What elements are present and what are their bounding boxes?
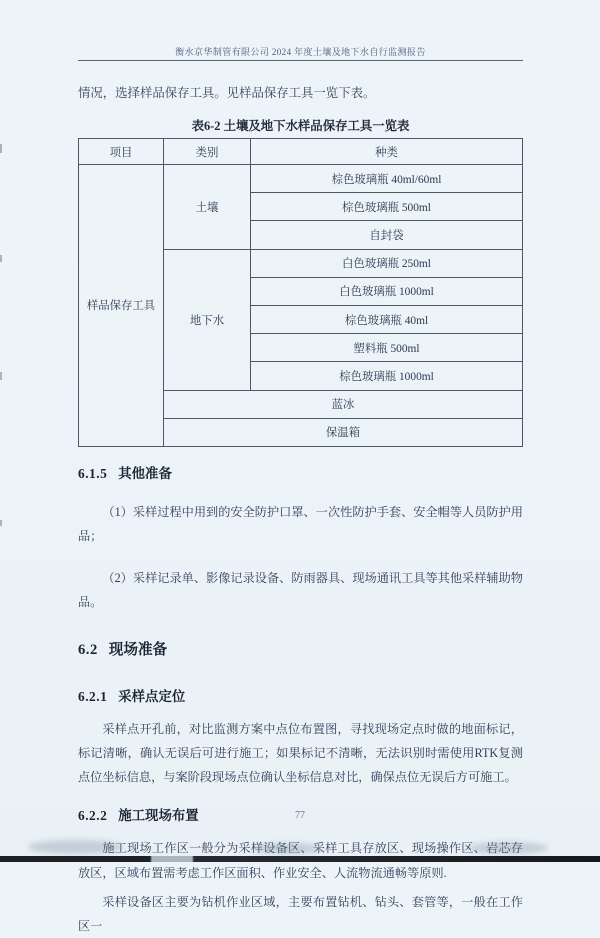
- running-header: [78, 0, 523, 61]
- table-cell: 棕色玻璃瓶 1000ml: [251, 362, 523, 390]
- scan-bottom-edge: [0, 856, 600, 862]
- section-heading-6-2-1: [78, 686, 523, 705]
- paragraph-site-layout-2: 采样设备区主要为钻机作业区域，主要布置钻机、钻头、套管等，一般在工作区一: [78, 894, 523, 933]
- table-header-row: [79, 139, 523, 165]
- table-cell: 棕色玻璃瓶 500ml: [251, 193, 523, 221]
- section-heading-6-2: [78, 638, 523, 659]
- table-row: [79, 165, 523, 193]
- paragraph-other-prep-1: （1）采样过程中用到的安全防护口罩、一次性防护手套、安全帽等人员防护用品；: [78, 504, 523, 544]
- scan-smudge: [252, 843, 322, 854]
- section-title: 其他准备: [118, 465, 172, 481]
- section-number: 6.2.1: [78, 688, 108, 704]
- section-title: 采样点定位: [118, 688, 186, 704]
- table-title: 表6-2 土壤及地下水样品保存工具一览表: [191, 119, 410, 133]
- scan-smudge: [468, 842, 548, 854]
- project-cell: 样品保存工具: [79, 165, 164, 447]
- section-title: 施工现场布置: [118, 808, 199, 824]
- table-cell: 白色玻璃瓶 1000ml: [251, 277, 523, 305]
- category-cell-groundwater: 地下水: [164, 249, 251, 390]
- table-cell: 棕色玻璃瓶 40ml/60ml: [251, 165, 523, 193]
- table-header-cell: 种类: [251, 139, 523, 165]
- section-number: 6.1.5: [78, 465, 108, 481]
- running-header-title: 衡水京华制管有限公司 2024 年度土壤及地下水自行监测报告: [175, 47, 426, 57]
- page-number: 77: [295, 810, 305, 821]
- section-number: 6.2: [78, 641, 98, 658]
- scan-edge-mark: [0, 144, 2, 153]
- table-cell: 白色玻璃瓶 250ml: [251, 249, 523, 277]
- table-cell: 棕色玻璃瓶 40ml: [251, 305, 523, 333]
- sample-preservation-tools-table: [78, 138, 523, 447]
- table-cell: 自封袋: [251, 221, 523, 249]
- table-cell-blue-ice: 蓝冰: [164, 390, 523, 418]
- table-header-cell: 项目: [79, 139, 164, 165]
- table-cell: 塑料瓶 500ml: [251, 334, 523, 362]
- intro-paragraph: 情况，选择样品保存工具。见样品保存工具一览下表。: [78, 86, 376, 100]
- section-number: 6.2.2: [78, 808, 108, 824]
- scan-smudge: [28, 840, 123, 854]
- paragraph-other-prep-2: （2）采样记录单、影像记录设备、防雨器具、现场通讯工具等其他采样辅助物品。: [78, 571, 523, 610]
- scan-edge-mark: [0, 255, 2, 262]
- section-heading-6-1-5: [78, 463, 523, 482]
- table-header-cell: 类别: [164, 139, 251, 165]
- table-cell-cooler-box: 保温箱: [164, 418, 523, 446]
- paragraph-site-layout-1: 施工现场工作区一般分为采样设备区、采样工具存放区、现场操作区、岩芯存放区，区域布置需考虑工作区面积、作业安全、人流物流通畅等原则.: [78, 841, 523, 880]
- category-cell-soil: 土壤: [164, 165, 251, 250]
- document-page: [78, 0, 523, 938]
- scan-edge-mark: [0, 520, 2, 526]
- scan-edge-mark: [0, 372, 2, 380]
- paragraph-positioning: 采样点开孔前，对比监测方案中点位布置图，寻找现场定点时做的地面标记，标记清晰，确认无误后可进行施工；如果标记不清晰，无法识别时需使用RTK复测点位坐标信息，与案阶段现场点位确认坐标信息对比，确保点位无误后方可施工。: [78, 721, 523, 785]
- section-title: 现场准备: [108, 641, 168, 658]
